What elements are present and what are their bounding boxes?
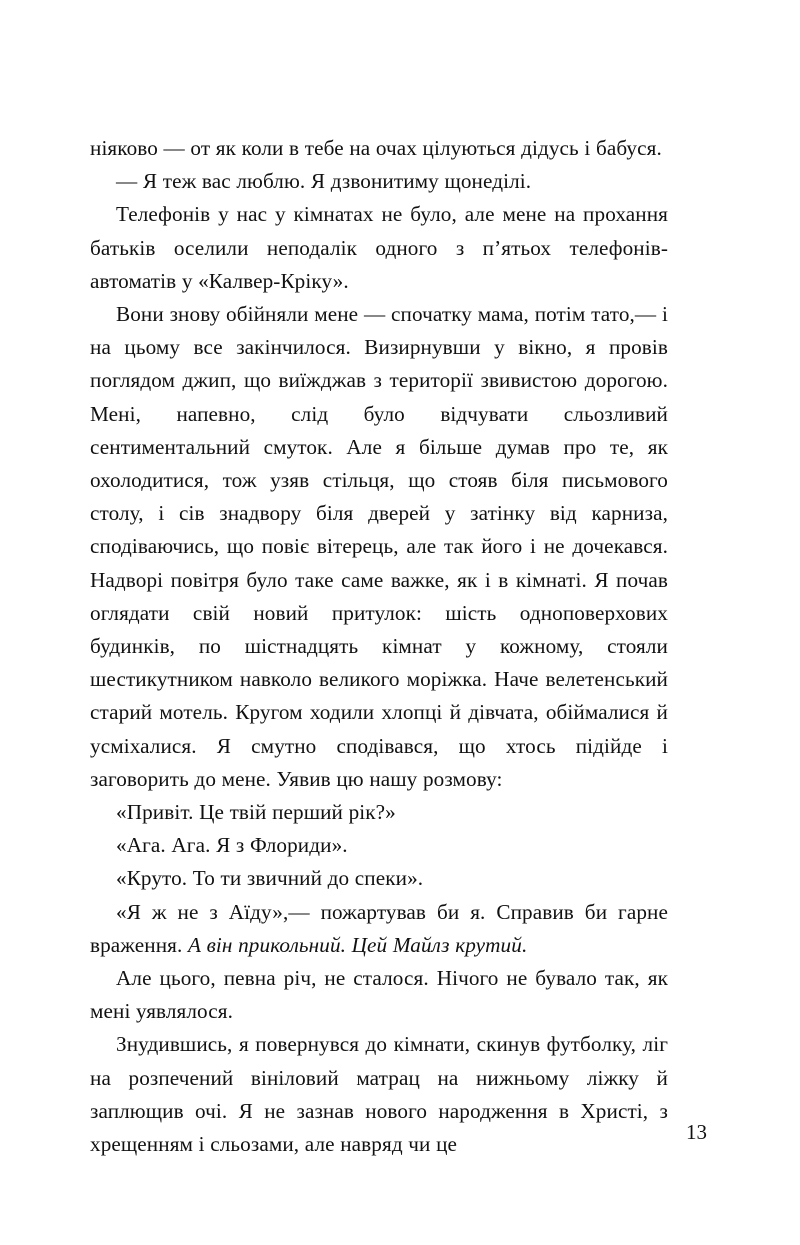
paragraph-nothing-happened: Але цього, певна річ, не сталося. Нічого не бувало так, як мені уявлялося. [90,966,668,1024]
paragraph-telephones: Телефонів у нас у кімнатах не було, але мене на прохання батьків оселили неподалік одного з п’ятьох телефонів-автоматів у «Калвер-Кріку». [90,202,668,293]
paragraph-final: Знудившись, я повернувся до кімнати, скинув футболку, ліг на розпечений вініловий матрац на нижньому ліжку й заплющив очі. Я не зазнав нового народження в Христі, з хрещенням і сльозами, але навряд чи це [90,1032,668,1157]
page-number: 13 [686,1120,707,1144]
paragraph-imagined-quote-1: «Привіт. Це твій перший рік?» [116,800,396,825]
page-text-body [90,132,668,1161]
paragraph-continuation: ніяково — от як коли в тебе на очах цілуються дідусь і бабуся. [90,136,662,160]
paragraph-main-narrative: Вони знову обійняли мене — спочатку мама, потім тато,— і на цьому все закінчилося. Визирнувши у вікно, я провів поглядом джип, що виїжджав з території звивистою дорогою. Мені, напевно, слід було відчувати сльозливий сентиментальний смуток. Але я більше думав про те, як охолодитися, тож узяв стільця, що стояв біля письмового столу, і сів знадвору біля дверей у затінку від карниза, сподіваючись, що повіє вітерець, але так його і не дочекався. Надворі повітря було таке саме важке, як і в кімнаті. Я почав оглядати свій новий притулок: шість одноповерхових будинків, по шістнадцять кімнат у кожному, стояли шестикутником навколо великого моріжка. Наче велетенський старий мотель. Кругом ходили хлопці й дівчата, обіймалися й усміхалися. Я смутно сподівався, що хтось підійде і заговорить до мене. Уявив цю нашу розмову: [90,302,668,791]
paragraph-imagined-quote-2: «Ага. Ага. Я з Флориди». [116,833,348,858]
paragraph-dialogue-line: — Я теж вас люблю. Я дзвонитиму щонеділі. [116,169,532,194]
reply-italic-thought: А він прикольний. Цей Майлз крутий. [187,932,528,957]
paragraph-imagined-reply [90,896,668,962]
paragraph-imagined-quote-3: «Круто. То ти звичний до спеки». [116,866,424,891]
reply-plain-text: «Я ж не з Аїду»,— пожартував би я. Справив би гарне враження. [90,899,668,957]
